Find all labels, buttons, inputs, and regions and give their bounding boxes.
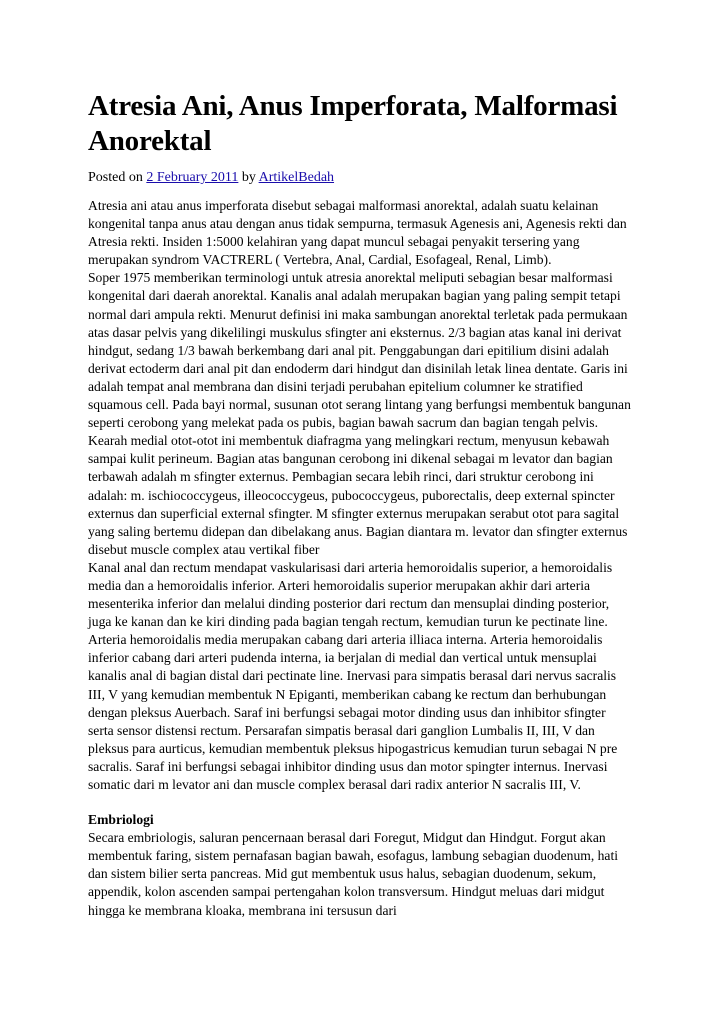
paragraph-terminology: Soper 1975 memberikan terminologi untuk atresia anorektal meliputi sebagian besar malformasi kongenital dari daerah anorektal. Kanalis anal adalah merupakan bagian yang paling sempit tetapi normal dari ampula rekti. Menurut definisi ini maka sambungan anorektal terletak pada permukaan atas dasar pelvis yang dikelilingi muskulus sfingter ani eksternus. 2/3 bagian atas kanal ini derivat hindgut, sedang 1/3 bawah berkembang dari anal pit. Penggabungan dari epitilium disini adalah derivat ectoderm dari anal pit dan endoderm dari hindgut dan disinilah letak linea dentate. Garis ini adalah tempat anal membrana dan disini terjadi perubahan epitelium columner ke stratified squamous cell. Pada bayi normal, susunan otot serang lintang yang berfungsi membentuk bangunan seperti cerobong yang melekat pada os pubis, bagian bawah sacrum dan bagian tengah pelvis. Kearah medial otot-otot ini membentuk diafragma yang melingkari rectum, menyusun kebawah sampai kulit perineum. Bagian atas bangunan cerobong ini dikenal sebagai m levator dan bagian terbawah adalah m sfingter externus. Pembagian secara lebih rinci, dari struktur cerobong ini adalah: m. ischiococcygeus, illeococcygeus, pubococcygeus, puborectalis, deep external spincter externus dan superficial external sfingter. M sfingter externus merupakan serabut otot para sagital yang saling bertemu didepan dan dibelakang anus. Bagian diantara m. levator dan sfingter externus disebut muscle complex atau vertikal fiber — [88, 270, 631, 557]
paragraph-embriologi: Secara embriologis, saluran pencernaan berasal dari Foregut, Midgut dan Hindgut. Forgut akan membentuk faring, sistem pernafasan bagian bawah, esofagus, lambung sebagian duodenum, hati dan sistem bilier serta pancreas. Mid gut membentuk usus halus, sebagian duodenum, sekum, appendik, kolon ascenden sampai pertengahan kolon transversum. Hindgut meluas dari midgut hingga ke membrana kloaka, membrana ini tersusun dari — [88, 830, 619, 918]
article-body — [88, 197, 633, 794]
paragraph-intro: Atresia ani atau anus imperforata disebut sebagai malformasi anorektal, adalah suatu kelainan kongenital tanpa anus atau dengan anus tidak sempurna, termasuk Agenesis ani, Agenesis rekti dan Atresia rekti. Insiden 1:5000 kelahiran yang dapat muncul sebagai penyakit tersering yang merupakan syndrom VACTRERL ( Vertebra, Anal, Cardial, Esofageal, Renal, Limb). — [88, 198, 627, 268]
post-date-link[interactable]: 2 February 2011 — [146, 170, 239, 185]
by-label: by — [241, 170, 256, 185]
post-meta — [88, 169, 633, 187]
section-heading-embriologi: Embriologi — [88, 812, 154, 828]
document-page — [88, 89, 633, 920]
posted-on-label: Posted on — [88, 170, 143, 185]
paragraph-vascularization: Kanal anal dan rectum mendapat vaskularisasi dari arteria hemoroidalis superior, a hemoroidalis media dan a hemoroidalis inferior. Arteri hemoroidalis superior merupakan akhir dari arteria mesenterika inferior dan melalui dinding posterior dari rectum dan mensuplai dinding posterior, juga ke kanan dan ke kiri dinding pada bagian tengah rectum, kemudian turun ke pectinate line. Arteria hemoroidalis media merupakan cabang dari arteria illiaca interna. Arteria hemoroidalis inferior cabang dari arteri pudenda interna, ia berjalan di medial dan vertical untuk mensuplai kanalis anal di bagian distal dari pectinate line. Inervasi para simpatis berasal dari nervus sacralis III, V yang kemudian membentuk N Epiganti, memberikan cabang ke rectum dan berhubungan dengan pleksus Auerbach. Saraf ini berfungsi sebagai motor dinding usus dan inhibitor sfingter serta sensor distensi rectum. Persarafan simpatis berasal dari ganglion Lumbalis II, III, V dan pleksus para aurticus, kemudian membentuk pleksus hipogastricus kemudian turun sebagai N pre sacralis. Saraf ini berfungsi sebagai inhibitor dinding usus dan motor spingter internus. Inervasi somatic dari m levator ani dan muscle complex berasal dari radix anterior N sacralis III, V. — [88, 559, 618, 792]
section-text-embriologi — [88, 829, 633, 919]
author-link[interactable]: ArtikelBedah — [258, 170, 335, 185]
article-title: Atresia Ani, Anus Imperforata, Malformasi Anorektal — [88, 90, 618, 157]
